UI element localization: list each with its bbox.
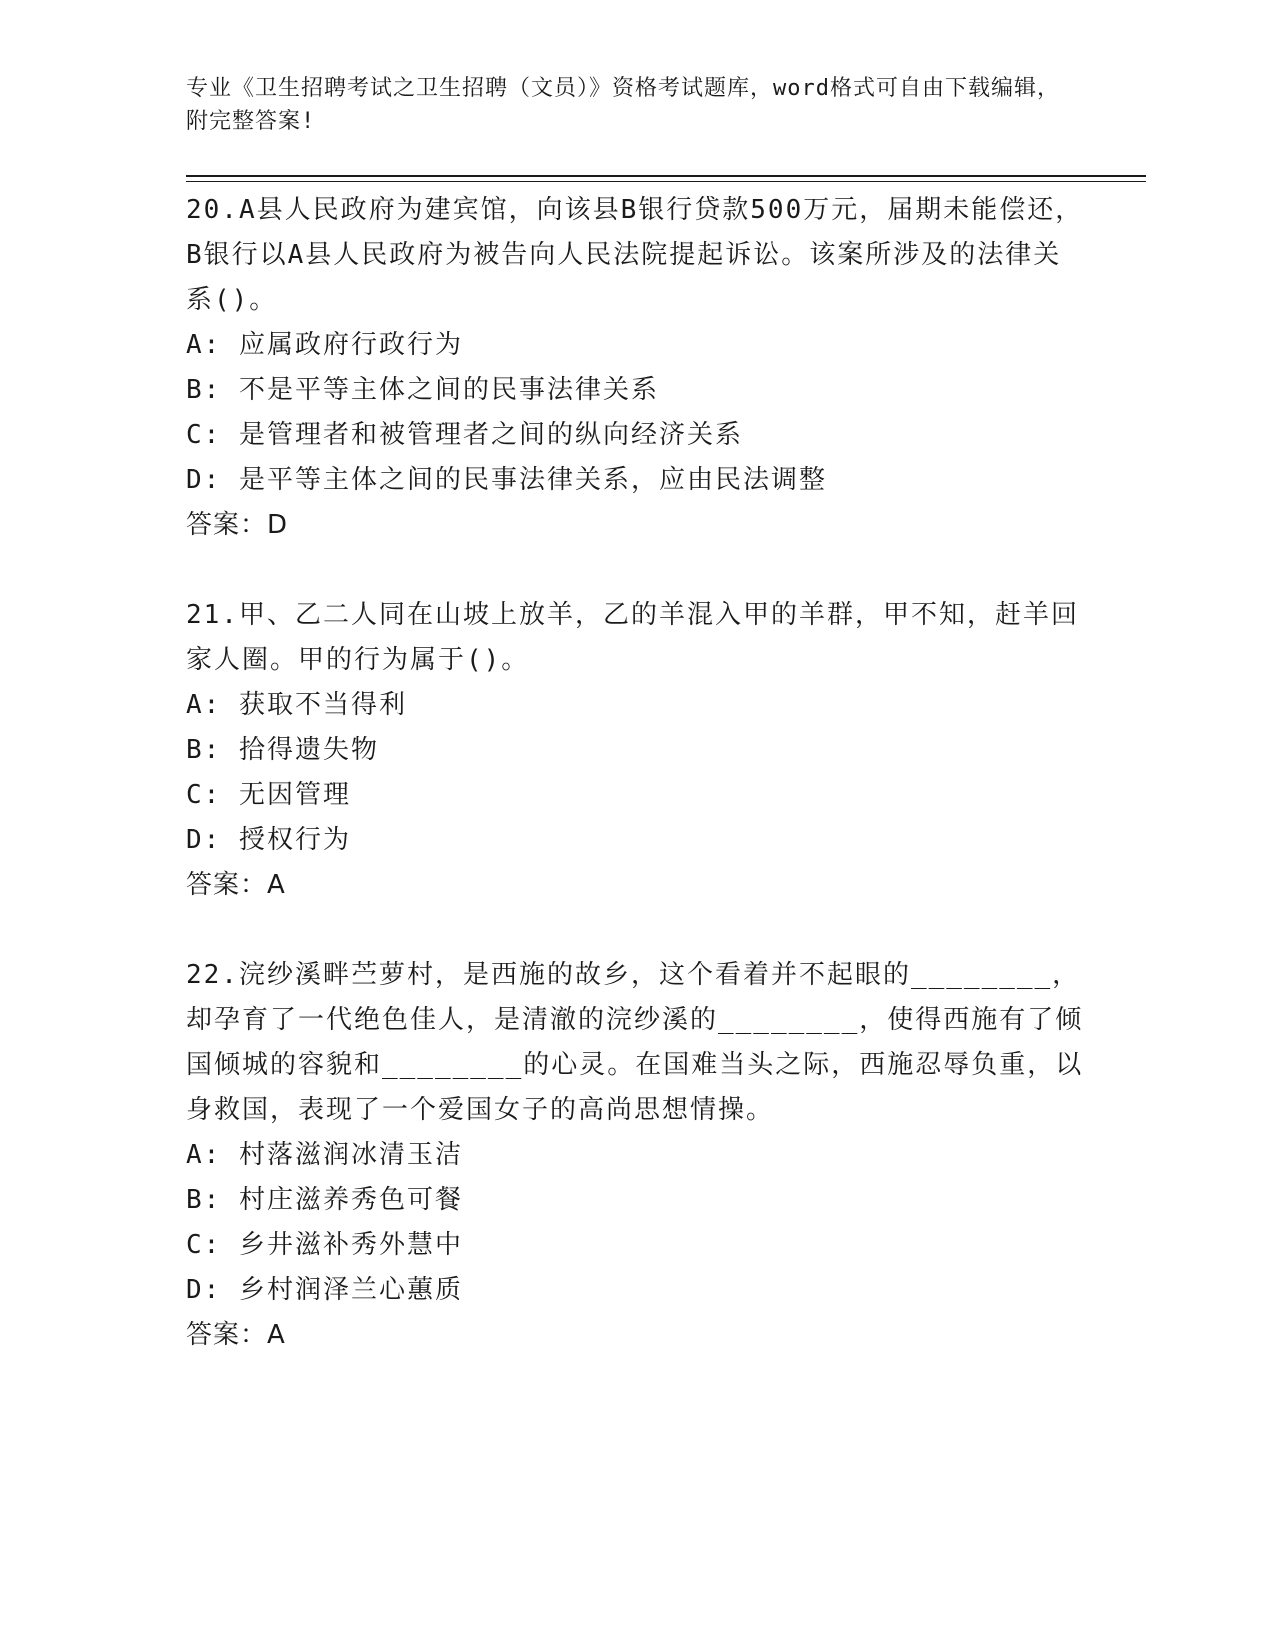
option-b: B: 不是平等主体之间的民事法律关系 [186,375,659,405]
option-a: A: 村落滋润冰清玉洁 [186,1140,463,1170]
option-c: C: 是管理者和被管理者之间的纵向经济关系 [186,420,743,450]
question-text: 21.甲、乙二人同在山坡上放羊，乙的羊混入甲的羊群，甲不知，赶羊回家人圈。甲的行为属于()。 [186,600,1079,675]
header-divider-thick [186,175,1146,177]
question-22 [186,953,1086,1358]
option-a: A: 应属政府行政行为 [186,330,463,360]
question-20 [186,188,1086,548]
option-d: D: 乡村润泽兰心蕙质 [186,1275,463,1305]
option-b: B: 拾得遗失物 [186,735,379,765]
question-text: 20.A县人民政府为建宾馆，向该县B银行贷款500万元，届期未能偿还，B银行以A县人民政府为被告向人民法院提起诉讼。该案所涉及的法律关系()。 [186,195,1084,315]
option-c: C: 无因管理 [186,780,351,810]
answer-line: 答案：A [186,1320,286,1350]
option-a: A: 获取不当得利 [186,690,407,720]
option-c: C: 乡井滋补秀外慧中 [186,1230,463,1260]
question-list [186,188,1086,1403]
answer-line: 答案：D [186,510,289,540]
header-title: 专业《卫生招聘考试之卫生招聘（文员）》资格考试题库，word格式可自由下载编辑，附完整答案! [186,76,1060,134]
document-header [186,72,1066,138]
option-b: B: 村庄滋养秀色可餐 [186,1185,463,1215]
option-d: D: 授权行为 [186,825,351,855]
question-text: 22.浣纱溪畔苎萝村，是西施的故乡，这个看着并不起眼的________，却孕育了一代绝色佳人，是清澈的浣纱溪的________，使得西施有了倾国倾城的容貌和________的心灵。在国难当头之际，西施忍辱负重，以身救国，表现了一个爱国女子的高尚思想情操。 [186,960,1084,1125]
header-divider-thin [186,181,1146,182]
answer-line: 答案：A [186,870,286,900]
option-d: D: 是平等主体之间的民事法律关系，应由民法调整 [186,465,827,495]
question-21 [186,593,1086,908]
